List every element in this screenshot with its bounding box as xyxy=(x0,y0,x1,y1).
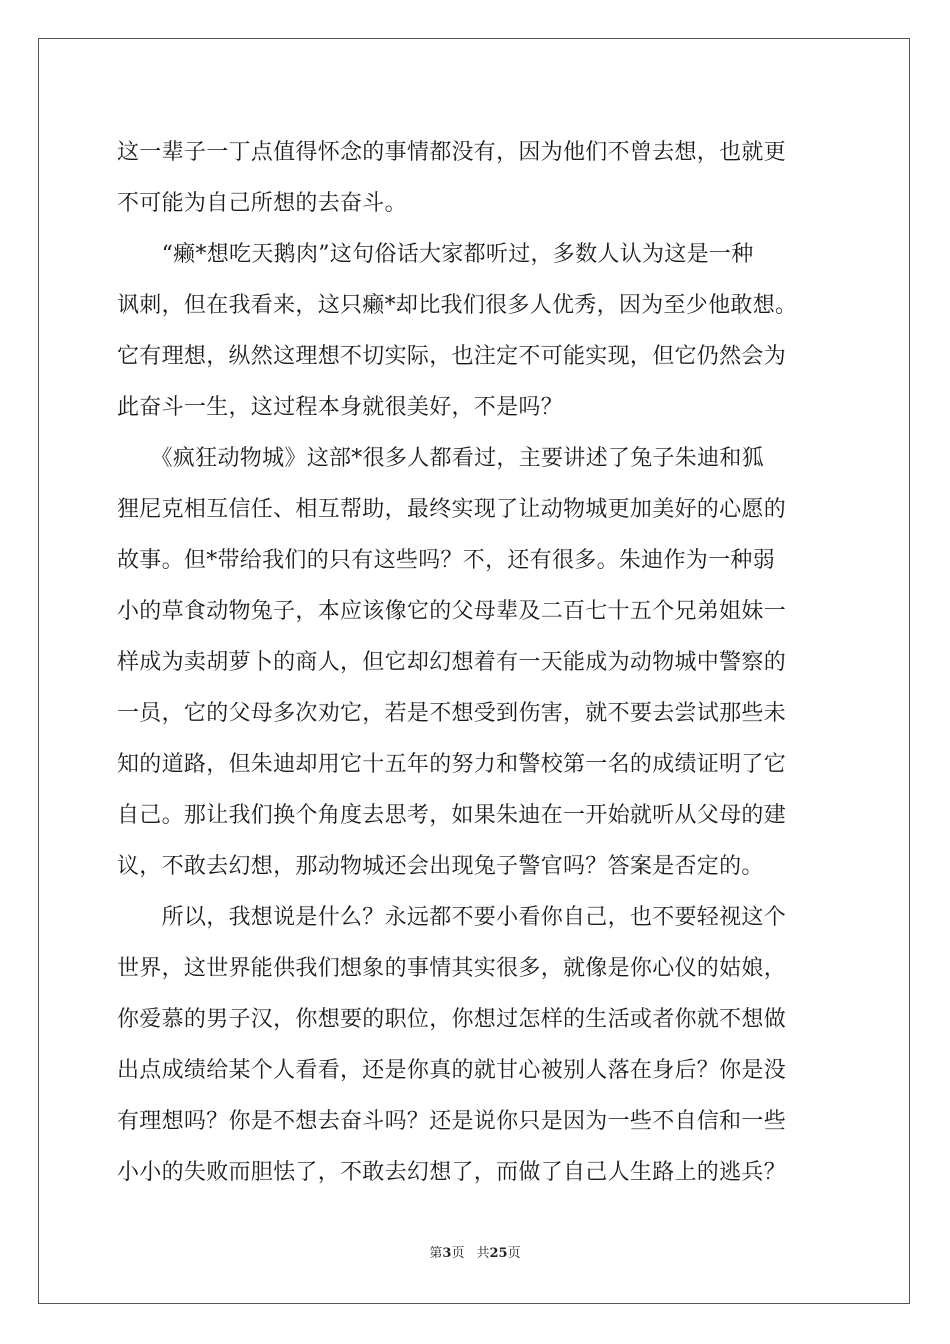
text-line: 所以，我想说是什么？永远都不要小看你自己，也不要轻视这个 xyxy=(117,905,787,930)
total-prefix: 共 xyxy=(476,1246,490,1261)
text-line: 这一辈子一丁点值得怀念的事情都没有，因为他们不曾去想，也就更 xyxy=(117,140,787,165)
body-text xyxy=(117,127,837,1198)
text-line: “癞*想吃天鹅肉”这句俗话大家都听过，多数人认为这是一种 xyxy=(117,242,754,267)
page-footer xyxy=(0,1244,950,1264)
page-suffix: 页 xyxy=(451,1246,465,1261)
text-line: 它有理想，纵然这理想不切实际，也注定不可能实现，但它仍然会为 xyxy=(117,344,787,369)
text-line: 不可能为自己所想的去奋斗。 xyxy=(117,191,407,216)
text-line: 有理想吗？你是不想去奋斗吗？还是说你只是因为一些不自信和一些 xyxy=(117,1109,787,1134)
text-line: 此奋斗一生，这过程本身就很美好，不是吗？ xyxy=(117,395,564,420)
text-line: 出点成绩给某个人看看，还是你真的就甘心被别人落在身后？你是没 xyxy=(117,1058,787,1083)
text-line: 样成为卖胡萝卜的商人，但它却幻想着有一天能成为动物城中警察的 xyxy=(117,650,787,675)
text-line: 《疯狂动物城》这部*很多人都看过，主要讲述了兔子朱迪和狐 xyxy=(117,446,765,471)
text-line: 自己。那让我们换个角度去思考，如果朱迪在一开始就听从父母的建 xyxy=(117,803,787,828)
page-number: 3 xyxy=(442,1246,452,1261)
page-prefix: 第 xyxy=(429,1246,443,1261)
total-suffix: 页 xyxy=(507,1246,521,1261)
text-line: 你爱慕的男子汉，你想要的职位，你想过怎样的生活或者你就不想做 xyxy=(117,1007,787,1032)
text-line: 知的道路，但朱迪却用它十五年的努力和警校第一名的成绩证明了它 xyxy=(117,752,787,777)
text-line: 一员，它的父母多次劝它，若是不想受到伤害，就不要去尝试那些未 xyxy=(117,701,787,726)
text-line: 狸尼克相互信任、相互帮助，最终实现了让动物城更加美好的心愿的 xyxy=(117,497,787,522)
total-pages: 25 xyxy=(489,1246,508,1261)
text-line: 小的草食动物兔子，本应该像它的父母辈及二百七十五个兄弟姐妹一 xyxy=(117,599,787,624)
text-line: 世界，这世界能供我们想象的事情其实很多，就像是你心仪的姑娘， xyxy=(117,956,787,981)
text-line: 议，不敢去幻想，那动物城还会出现兔子警官吗？答案是否定的。 xyxy=(117,854,764,879)
text-line: 讽刺，但在我看来，这只癞*却比我们很多人优秀，因为至少他敢想。 xyxy=(117,293,798,318)
text-line: 小小的失败而胆怯了，不敢去幻想了，而做了自己人生路上的逃兵？ xyxy=(117,1160,787,1185)
text-line: 故事。但*带给我们的只有这些吗？不，还有很多。朱迪作为一种弱 xyxy=(117,548,776,573)
